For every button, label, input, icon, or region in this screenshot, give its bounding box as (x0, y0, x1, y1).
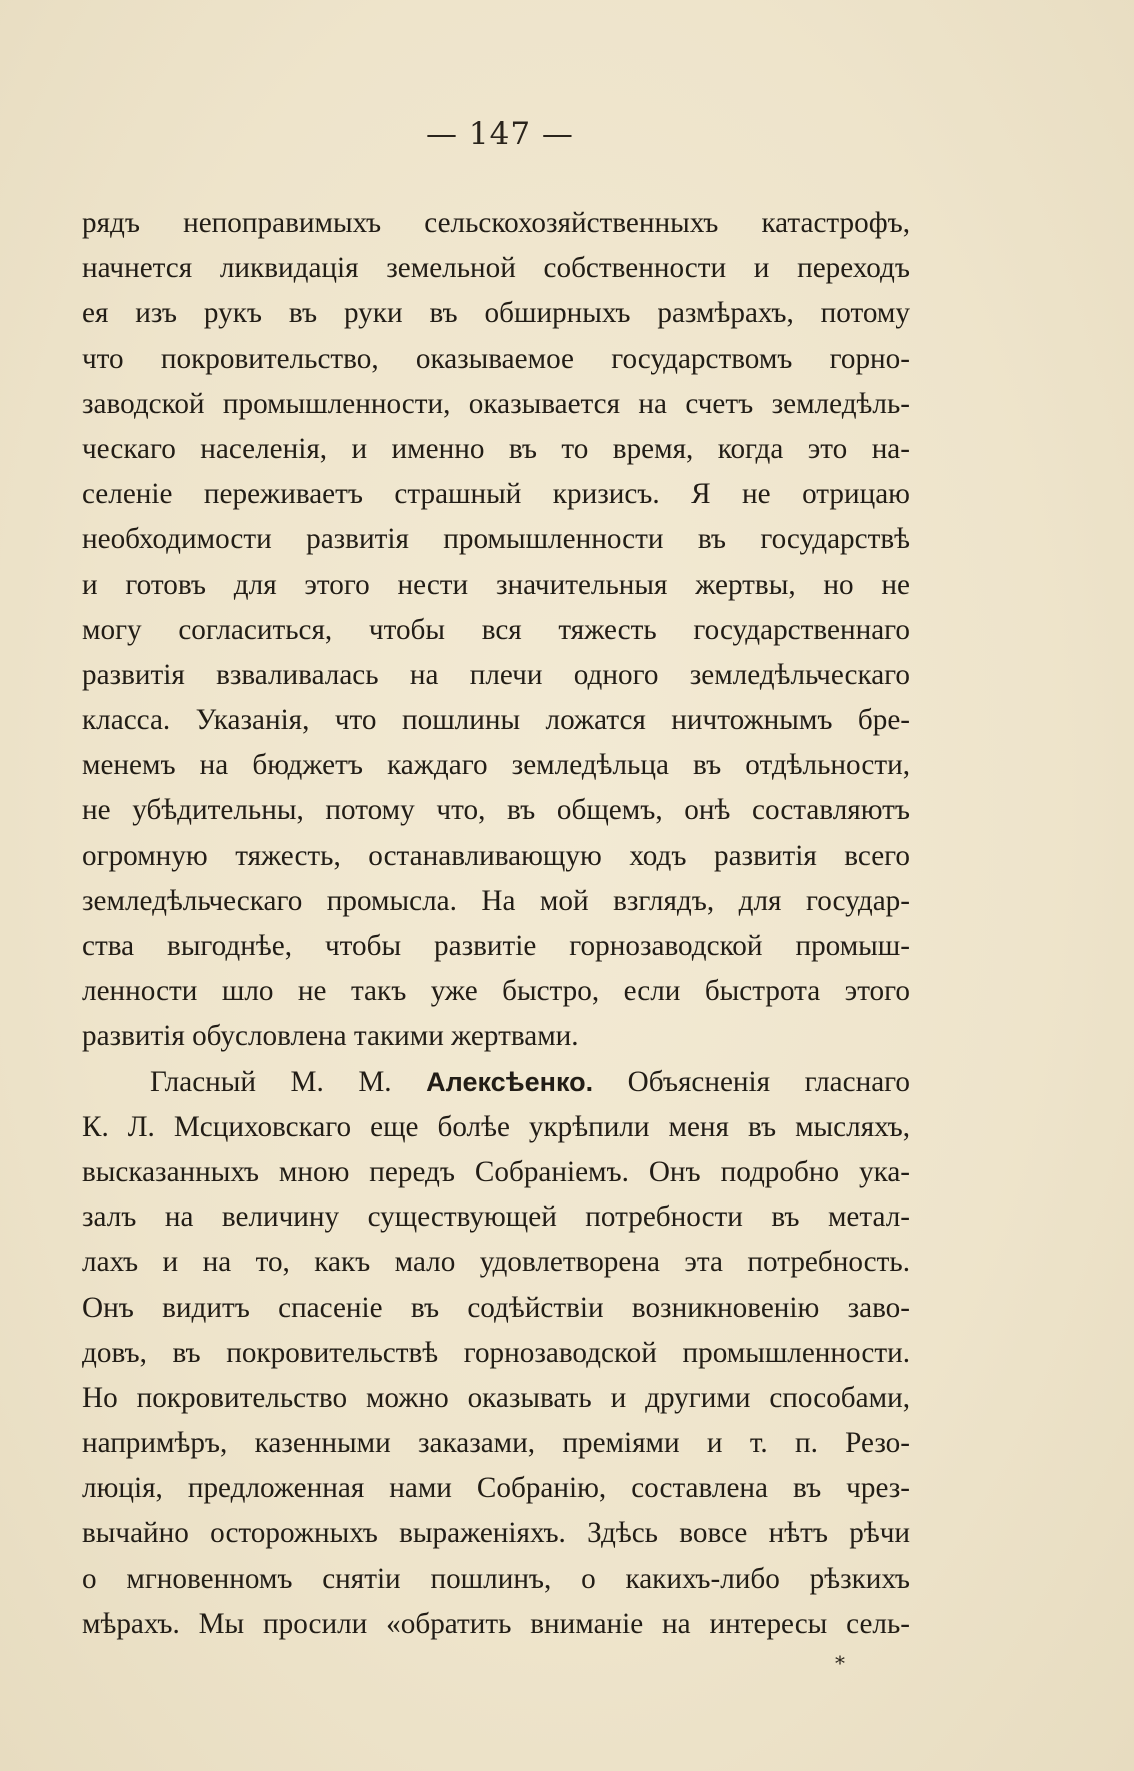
text-line: развитія обусловлена такими жертвами. (82, 1020, 579, 1053)
text-line: Но покровительство можно оказывать и другими способами, (82, 1381, 910, 1414)
text-line: и готовъ для этого нести значительныя жертвы, но не (82, 568, 910, 601)
text-line: огромную тяжесть, останавливающую ходъ развитія всего (82, 839, 910, 872)
text-line: менемъ на бюджетъ каждаго земледѣльца въ отдѣльности, (82, 749, 910, 782)
text-line: развитія взваливалась на плечи одного земледѣльческаго (82, 658, 910, 691)
footnote-asterisk: * (835, 1651, 845, 1675)
text-line: начнется ликвидація земельной собственности и переходъ (82, 252, 910, 285)
text-line: К. Л. Мсциховскаго еще болѣе укрѣпили меня въ мысляхъ, (82, 1110, 910, 1143)
speaker-rest: Объясненія гласнаго (593, 1065, 910, 1098)
text-line: Онъ видитъ спасеніе въ содѣйствіи возникновенію заво- (82, 1291, 910, 1324)
text-line: люція, предложенная нами Собранію, составлена въ чрез- (82, 1472, 910, 1505)
text-line: вычайно осторожныхъ выраженіяхъ. Здѣсь вовсе нѣтъ рѣчи (82, 1517, 910, 1550)
speaker-prefix: Гласный М. М. (150, 1065, 427, 1098)
text-line: лахъ и на то, какъ мало удовлетворена эта потребность. (82, 1246, 910, 1279)
text-line: довъ, въ покровительствѣ горнозаводской промышленности. (82, 1336, 910, 1369)
text-line: необходимости развитія промышленности въ государствѣ (82, 523, 910, 556)
text-line: рядъ непоправимыхъ сельскохозяйственныхъ катастрофъ, (82, 207, 910, 239)
text-line: ства выгоднѣе, чтобы развитіе горнозаводской промыш- (82, 930, 910, 962)
text-line: залъ на величину существующей потребности въ метал- (82, 1201, 910, 1234)
text-line: не убѣдительны, потому что, въ общемъ, онѣ составляютъ (82, 794, 910, 827)
text-line: заводской промышленности, оказывается на счетъ земледѣль- (82, 387, 910, 420)
text-line: ческаго населенія, и именно въ то время, когда это на- (82, 432, 910, 465)
text-line: напримѣръ, казенными заказами, преміями и т. п. Резо- (82, 1427, 910, 1460)
text-line: о мгновенномъ снятіи пошлинъ, о какихъ-либо рѣзкихъ (82, 1562, 910, 1595)
text-line: высказанныхъ мною передъ Собраніемъ. Онъ подробно ука- (82, 1155, 910, 1188)
text-line: класса. Указанія, что пошлины ложатся ничтожнымъ бре- (82, 704, 910, 737)
speaker-name: Алексѣенко. (426, 1066, 594, 1097)
text-line: селеніе переживаетъ страшный кризисъ. Я не отрицаю (82, 478, 910, 511)
text-line: что покровительство, оказываемое государствомъ горно- (82, 342, 910, 375)
text-line: земледѣльческаго промысла. На мой взглядъ, для государ- (82, 884, 910, 917)
text-line: ленности шло не такъ уже быстро, если быстрота этого (82, 975, 910, 1008)
text-line: могу согласиться, чтобы вся тяжесть государственнаго (82, 613, 910, 646)
speaker-line (82, 1060, 910, 1105)
body-text (82, 201, 910, 1647)
text-line: ея изъ рукъ въ руки въ обширныхъ размѣрахъ, потому (82, 297, 910, 330)
text-line: мѣрахъ. Мы просили «обратить вниманіе на интересы сель- (82, 1607, 910, 1640)
page-number: — 147 — (426, 116, 574, 152)
